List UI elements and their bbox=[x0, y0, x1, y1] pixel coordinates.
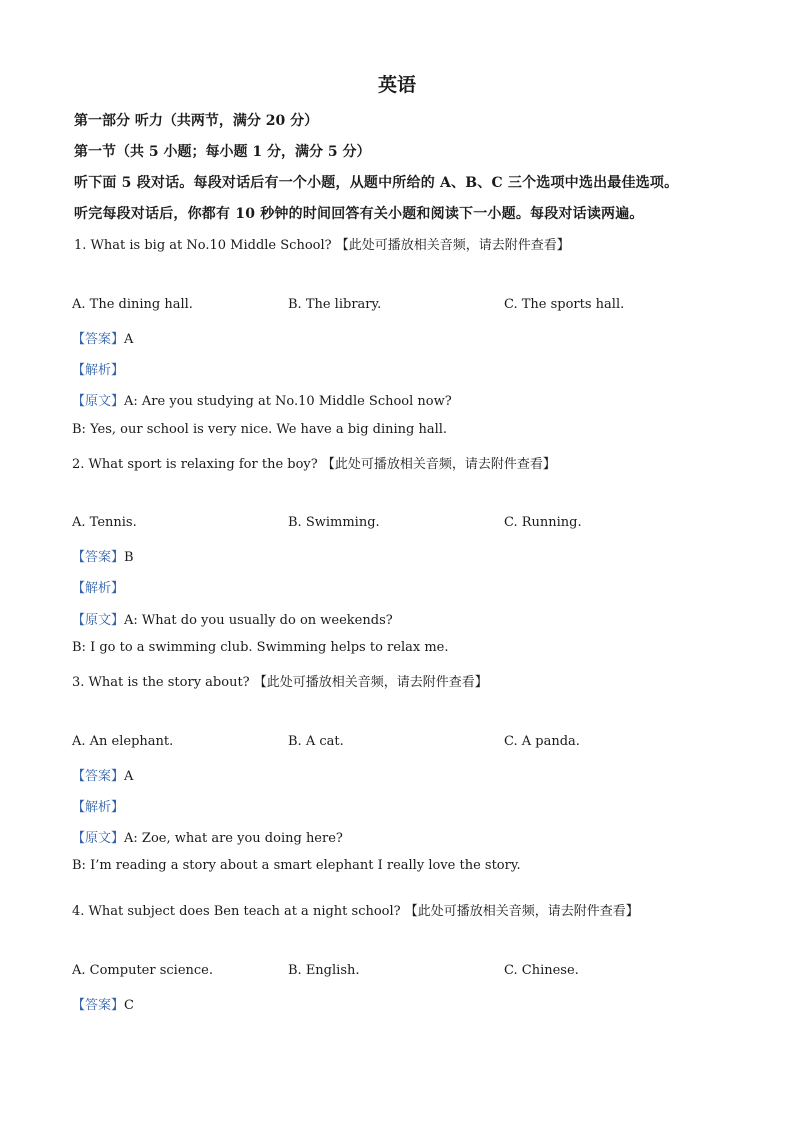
question-3-stem: 3. What is the story about? 【此处可播放相关音频，请去附件查看】 bbox=[72, 675, 488, 690]
answer-value: C bbox=[124, 998, 134, 1013]
question-2-option-b: B. Swimming. bbox=[288, 515, 380, 530]
question-2-option-c: C. Running. bbox=[504, 515, 582, 530]
question-3-option-c: C. A panda. bbox=[504, 734, 580, 749]
question-3-dialogue-b: B: I’m reading a story about a smart elephant I really love the story. bbox=[72, 858, 521, 873]
answer-value: A bbox=[124, 332, 134, 347]
question-4-option-c: C. Chinese. bbox=[504, 963, 579, 978]
question-1-answer bbox=[72, 328, 133, 347]
question-1-stem: 1. What is big at No.10 Middle School? 【此处可播放相关音频，请去附件查看】 bbox=[74, 238, 570, 253]
original-label: 【原文】 bbox=[72, 394, 125, 409]
question-2-analysis-label: 【解析】 bbox=[72, 581, 125, 596]
question-4-option-b: B. English. bbox=[288, 963, 360, 978]
question-3-analysis-label: 【解析】 bbox=[72, 800, 125, 815]
question-2-stem: 2. What sport is relaxing for the boy? 【此处可播放相关音频，请去附件查看】 bbox=[72, 457, 556, 472]
dialogue-line: A: What do you usually do on weekends? bbox=[124, 613, 393, 628]
question-3-option-b: B. A cat. bbox=[288, 734, 344, 749]
question-2-option-a: A. Tennis. bbox=[72, 515, 137, 530]
original-label: 【原文】 bbox=[72, 831, 125, 846]
answer-label: 【答案】 bbox=[72, 998, 125, 1013]
instruction-line-2: 听完每段对话后，你都有 10 秒钟的时间回答有关小题和阅读下一小题。每段对话读两遍。 bbox=[74, 206, 644, 222]
question-1-option-c: C. The sports hall. bbox=[504, 297, 625, 312]
question-3-answer bbox=[72, 765, 133, 784]
question-3-dialogue-a bbox=[72, 827, 343, 846]
dialogue-line: A: Are you studying at No.10 Middle School now? bbox=[124, 394, 452, 409]
question-1-dialogue-a bbox=[72, 390, 452, 409]
question-1-analysis-label: 【解析】 bbox=[72, 363, 125, 378]
answer-value: A bbox=[124, 769, 134, 784]
question-4-option-a: A. Computer science. bbox=[72, 963, 213, 978]
question-1-option-b: B. The library. bbox=[288, 297, 382, 312]
section1-heading: 第一节（共 5 小题；每小题 1 分，满分 5 分） bbox=[74, 144, 371, 160]
original-label: 【原文】 bbox=[72, 613, 125, 628]
instruction-line-1: 听下面 5 段对话。每段对话后有一个小题，从题中所给的 A、B、C 三个选项中选出最佳选项。 bbox=[74, 175, 679, 191]
answer-label: 【答案】 bbox=[72, 332, 125, 347]
question-3-option-a: A. An elephant. bbox=[72, 734, 174, 749]
answer-value: B bbox=[124, 550, 134, 565]
answer-label: 【答案】 bbox=[72, 550, 125, 565]
question-4-stem: 4. What subject does Ben teach at a night school? 【此处可播放相关音频，请去附件查看】 bbox=[72, 904, 639, 919]
question-2-answer bbox=[72, 546, 134, 565]
question-4-answer bbox=[72, 994, 134, 1013]
question-2-dialogue-b: B: I go to a swimming club. Swimming helps to relax me. bbox=[72, 640, 449, 655]
question-2-dialogue-a bbox=[72, 609, 393, 628]
question-1-dialogue-b: B: Yes, our school is very nice. We have a big dining hall. bbox=[72, 422, 448, 437]
dialogue-line: A: Zoe, what are you doing here? bbox=[124, 831, 343, 846]
answer-label: 【答案】 bbox=[72, 769, 125, 784]
page-title: 英语 bbox=[377, 74, 416, 96]
question-1-option-a: A. The dining hall. bbox=[72, 297, 193, 312]
part1-heading: 第一部分 听力（共两节，满分 20 分） bbox=[74, 113, 319, 129]
